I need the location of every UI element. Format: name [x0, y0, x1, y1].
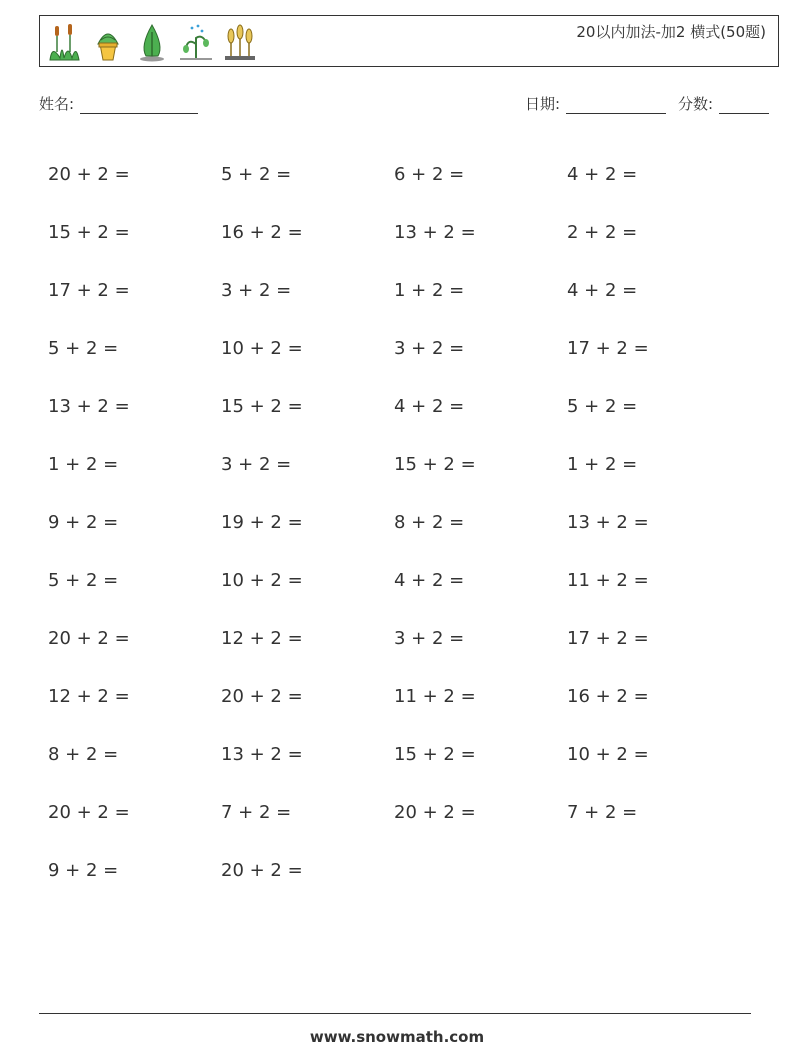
potted-plant-icon — [90, 22, 126, 62]
problem-row — [48, 203, 748, 261]
problem-row — [48, 261, 748, 319]
problem-item: 7 + 2 = — [221, 801, 292, 823]
problem-row — [48, 725, 748, 783]
score-blank[interactable] — [719, 97, 769, 114]
problem-item: 20 + 2 = — [48, 627, 130, 649]
date-label: 日期: — [525, 95, 561, 113]
problem-item: 10 + 2 = — [221, 569, 303, 591]
problem-item: 17 + 2 = — [567, 337, 649, 359]
problem-item: 9 + 2 = — [48, 859, 119, 881]
problem-item: 3 + 2 = — [394, 337, 465, 359]
problem-item: 4 + 2 = — [394, 395, 465, 417]
name-label: 姓名: — [39, 95, 75, 113]
name-field — [39, 93, 198, 114]
watered-plant-icon — [178, 22, 214, 62]
problem-item: 8 + 2 = — [394, 511, 465, 533]
date-blank[interactable] — [566, 97, 666, 114]
problem-row — [48, 783, 748, 841]
score-field — [678, 93, 769, 114]
problem-item: 5 + 2 = — [221, 163, 292, 185]
problem-item: 8 + 2 = — [48, 743, 119, 765]
problem-item: 12 + 2 = — [48, 685, 130, 707]
problem-item: 5 + 2 = — [567, 395, 638, 417]
problem-item: 1 + 2 = — [394, 279, 465, 301]
problem-row — [48, 319, 748, 377]
problem-item: 13 + 2 = — [48, 395, 130, 417]
worksheet-title: 20以内加法-加2 横式(50题) — [576, 23, 766, 41]
problem-row — [48, 667, 748, 725]
footer-url: www.snowmath.com — [309, 1028, 485, 1046]
problem-item: 20 + 2 = — [221, 685, 303, 707]
problem-row — [48, 493, 748, 551]
problem-item: 15 + 2 = — [394, 743, 476, 765]
problem-item: 20 + 2 = — [48, 163, 130, 185]
problem-row — [48, 377, 748, 435]
problem-item: 13 + 2 = — [221, 743, 303, 765]
name-blank[interactable] — [80, 97, 198, 114]
problem-item: 2 + 2 = — [567, 221, 638, 243]
problem-item: 5 + 2 = — [48, 337, 119, 359]
problem-row — [48, 609, 748, 667]
problem-item: 3 + 2 = — [221, 453, 292, 475]
problem-item: 10 + 2 = — [567, 743, 649, 765]
problem-item: 13 + 2 = — [394, 221, 476, 243]
problem-item: 15 + 2 = — [48, 221, 130, 243]
date-field — [525, 93, 666, 114]
problem-item: 3 + 2 = — [221, 279, 292, 301]
problem-item: 20 + 2 = — [48, 801, 130, 823]
problem-item: 13 + 2 = — [567, 511, 649, 533]
problem-item: 17 + 2 = — [48, 279, 130, 301]
problem-row — [48, 841, 748, 899]
problem-grid — [48, 145, 748, 899]
problem-item: 7 + 2 = — [567, 801, 638, 823]
problem-item: 12 + 2 = — [221, 627, 303, 649]
problem-item: 10 + 2 = — [221, 337, 303, 359]
header-box — [39, 15, 779, 67]
problem-row — [48, 551, 748, 609]
score-label: 分数: — [678, 95, 714, 113]
problem-item: 20 + 2 = — [221, 859, 303, 881]
problem-row — [48, 145, 748, 203]
problem-item: 4 + 2 = — [394, 569, 465, 591]
problem-item: 4 + 2 = — [567, 163, 638, 185]
problem-item: 5 + 2 = — [48, 569, 119, 591]
problem-item: 11 + 2 = — [394, 685, 476, 707]
problem-item: 20 + 2 = — [394, 801, 476, 823]
wheat-icon — [222, 22, 258, 62]
cattail-plant-icon — [46, 22, 82, 62]
problem-item: 16 + 2 = — [221, 221, 303, 243]
problem-item: 15 + 2 = — [394, 453, 476, 475]
problem-item: 19 + 2 = — [221, 511, 303, 533]
problem-item: 9 + 2 = — [48, 511, 119, 533]
problem-item: 4 + 2 = — [567, 279, 638, 301]
header-icons — [46, 22, 258, 62]
problem-item: 17 + 2 = — [567, 627, 649, 649]
problem-item: 15 + 2 = — [221, 395, 303, 417]
problem-row — [48, 435, 748, 493]
tree-icon — [134, 22, 170, 62]
footer-divider — [39, 1013, 751, 1014]
problem-item: 3 + 2 = — [394, 627, 465, 649]
problem-item: 1 + 2 = — [48, 453, 119, 475]
problem-item: 1 + 2 = — [567, 453, 638, 475]
problem-item: 11 + 2 = — [567, 569, 649, 591]
problem-item: 6 + 2 = — [394, 163, 465, 185]
problem-item: 16 + 2 = — [567, 685, 649, 707]
